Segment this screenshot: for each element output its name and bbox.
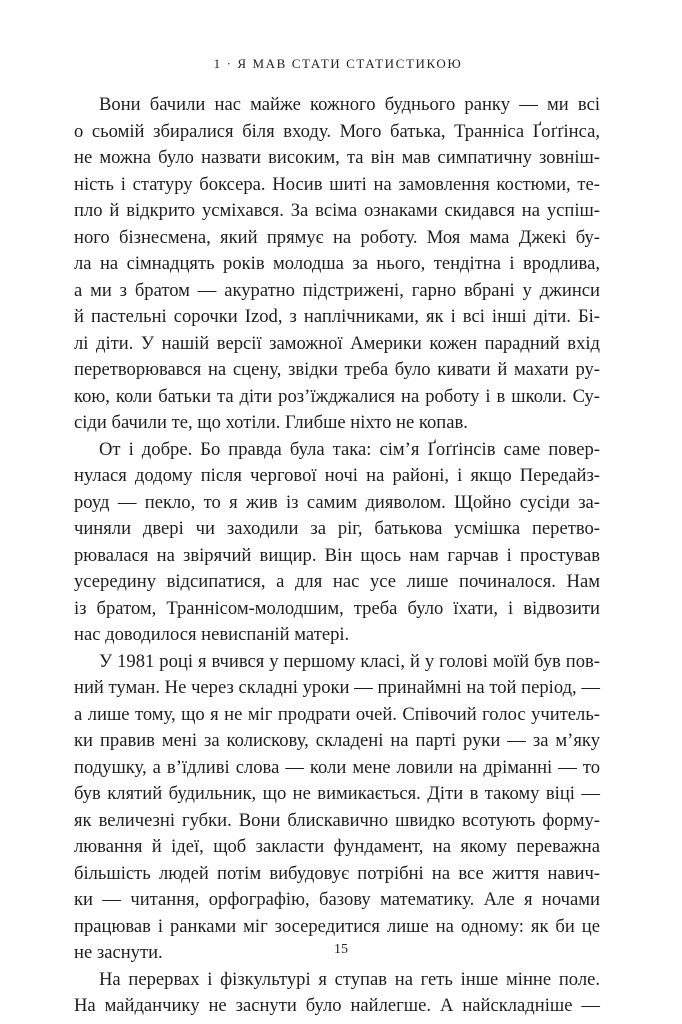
text-line: був клятий будильник, що не вимикається. Діти в такому віці — bbox=[74, 783, 600, 804]
text-line: ний туман. Не через складні уроки — принаймні на той період, — bbox=[74, 677, 600, 698]
paragraph bbox=[74, 967, 600, 1020]
text-line: От і добре. Бо правда була така: сім’я Ґоґґінсів саме повер- bbox=[99, 438, 600, 460]
text-line: ла на сімнадцять років молодша за нього, тендітна і вродлива, bbox=[74, 253, 600, 274]
text-line: із братом, Траннісом-молодшим, треба було їхати, і відвозити bbox=[74, 597, 600, 619]
text-line: не заснути. bbox=[74, 942, 163, 963]
text-line: а лише тому, що я не міг продрати очей. Співочий голос учитель- bbox=[74, 703, 600, 725]
text-line: Вони бачили нас майже кожного буднього ранку — ми всі bbox=[99, 94, 600, 115]
text-line: перетворювався на сцену, звідки треба було кивати й махати ру- bbox=[74, 359, 600, 380]
text-line: усередину відсипатися, а для нас усе лише починалося. Нам bbox=[74, 571, 600, 592]
text-line: працював і ранками міг зосередитися лише на одному: як би це bbox=[74, 915, 600, 937]
text-line: о сьомій збиралися біля входу. Мого батька, Траннiса Ґоґґінса, bbox=[74, 120, 600, 142]
paragraph bbox=[74, 92, 600, 437]
text-line: лі діти. У нашій версії заможної Америки кожен парадний вхід bbox=[74, 332, 600, 354]
page-number: 15 bbox=[334, 942, 348, 957]
text-line: кою, коли батьки та діти роз’їжджалися на роботу і в школи. Су- bbox=[74, 385, 600, 407]
text-line: На майданчику не заснути було найлегше. А найскладніше — bbox=[74, 995, 600, 1016]
text-line: ки правив мені за колискову, складені на парті руки — за м’яку bbox=[74, 730, 600, 751]
text-line: нас доводилося невиспаній матері. bbox=[74, 624, 350, 645]
text-line: чиняли двері чи заходили за ріг, батькова усмішка перетво- bbox=[74, 518, 600, 539]
text-line: нулася додому після чергової ночі на районі, і якщо Передайз- bbox=[74, 465, 600, 486]
text-line: ного бізнесмена, який прямує на роботу. Моя мама Джекі бу- bbox=[74, 226, 600, 248]
text-line: більшість людей потім вибудовує потрібні на все життя навич- bbox=[74, 862, 600, 884]
paragraph bbox=[74, 649, 600, 967]
text-line: як величезні губки. Вони блискавично швидко всотують форму- bbox=[74, 809, 600, 831]
text-line: рювалася на звірячий вищир. Він щось нам гарчав і простував bbox=[74, 544, 600, 566]
text-line: й пастельні сорочки Izod, з наплічниками, як і всі інші діти. Бі- bbox=[74, 306, 600, 327]
text-line: роуд — пекло, то я жив із самим дияволом. Щойно сусіди за- bbox=[74, 491, 600, 513]
text-line: а ми з братом — акуратно підстрижені, гарно вбрані у джинси bbox=[74, 279, 600, 301]
text-line: У 1981 році я вчився у першому класі, й у голові моїй був пов- bbox=[99, 650, 600, 672]
paragraph bbox=[74, 437, 600, 649]
running-head: 1 · Я МАВ СТАТИ СТАТИСТИКОЮ bbox=[213, 56, 463, 71]
text-line: пло й відкрито усміхався. За всіма ознаками скидався на успіш- bbox=[74, 200, 600, 221]
text-line: ки — читання, орфографію, базову математику. Але я ночами bbox=[74, 889, 600, 910]
text-line: не можна було назвати високим, та він мав симпатичну зовніш- bbox=[74, 147, 600, 168]
text-line: подушку, а в’їдливі слова — коли мене ловили на дріманні — то bbox=[74, 756, 600, 778]
text-line: ність і статуру боксера. Носив шиті на замовлення костюми, те- bbox=[74, 173, 600, 195]
text-line: На перервах і фізкультурі я ступав на геть інше мінне поле. bbox=[99, 968, 600, 990]
body-text bbox=[74, 92, 600, 1020]
text-line: лювання й ідеї, щоб закласти фундамент, на якому переважна bbox=[74, 836, 600, 857]
text-line: сіди бачили те, що хотіли. Глибше ніхто не копав. bbox=[74, 412, 468, 433]
